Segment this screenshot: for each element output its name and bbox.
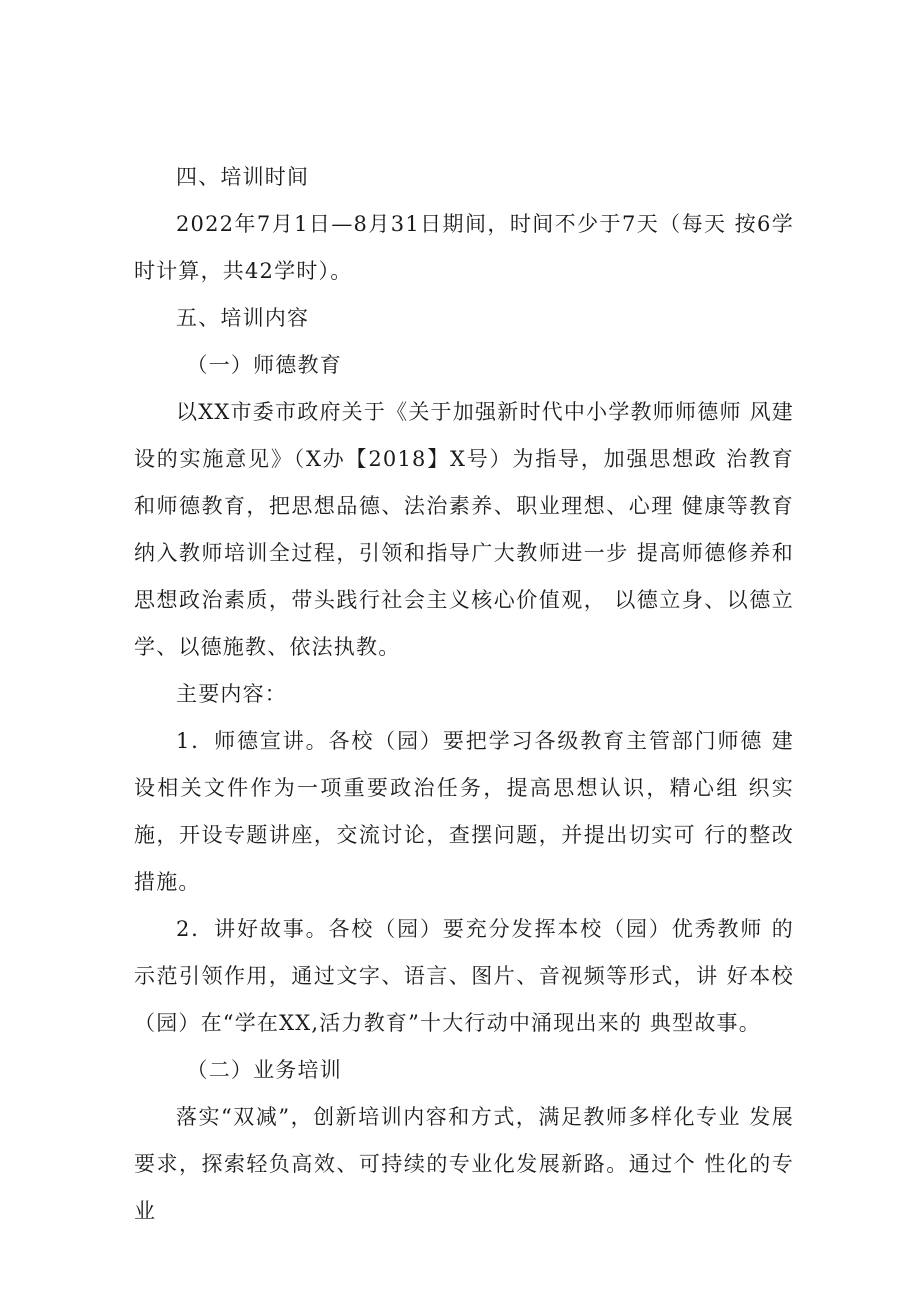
subsection-heading-business-training: （二）业务培训 (186, 1058, 342, 1082)
section-heading-training-content: 五、培训内容 (176, 306, 310, 330)
paragraph-training-time: 2022年7月1日—8月31日期间，时间不少于7天（每天 按6学时计算，共42学时）。 (134, 212, 794, 283)
list-item-good-stories: 2．讲好故事。各校（园）要充分发挥本校（园）优秀教师 的示范引领作用，通过文字、语言、图片、音视频等形式，讲 好本校（园）在“学在XX,活力教育”十大行动中涌现出来的 典型故事。 (134, 917, 794, 1035)
list-item-ethics-lecture: 1．师德宣讲。各校（园）要把学习各级教育主管部门师德 建设相关文件作为一项重要政治任务，提高思想认识，精心组 织实施，开设专题讲座，交流讨论，查摆问题，并提出切实可 行的整改措施。 (134, 729, 794, 894)
document-body (134, 154, 794, 1235)
section-heading-training-time: 四、培训时间 (176, 165, 310, 189)
main-content-label: 主要内容： (176, 682, 287, 706)
paragraph-ethics-education: 以XX市委市政府关于《关于加强新时代中小学教师师德师 风建设的实施意见》（X办【2018】X号）为指导，加强思想政 治教育和师德教育，把思想品德、法治素养、职业理想、心理 健康等教育纳入教师培训全过程，引领和指导广大教师进一步 提高师德修养和思想政治素质，带头践行社会主义核心价值观， 以德立身、以德立学、以德施教、依法执教。 (134, 400, 794, 659)
subsection-heading-ethics-education: （一）师德教育 (186, 353, 342, 377)
paragraph-business-training: 落实“双减”，创新培训内容和方式，满足教师多样化专业 发展要求，探索轻负高效、可持续的专业化发展新路。通过个 性化的专业 (134, 1105, 794, 1223)
